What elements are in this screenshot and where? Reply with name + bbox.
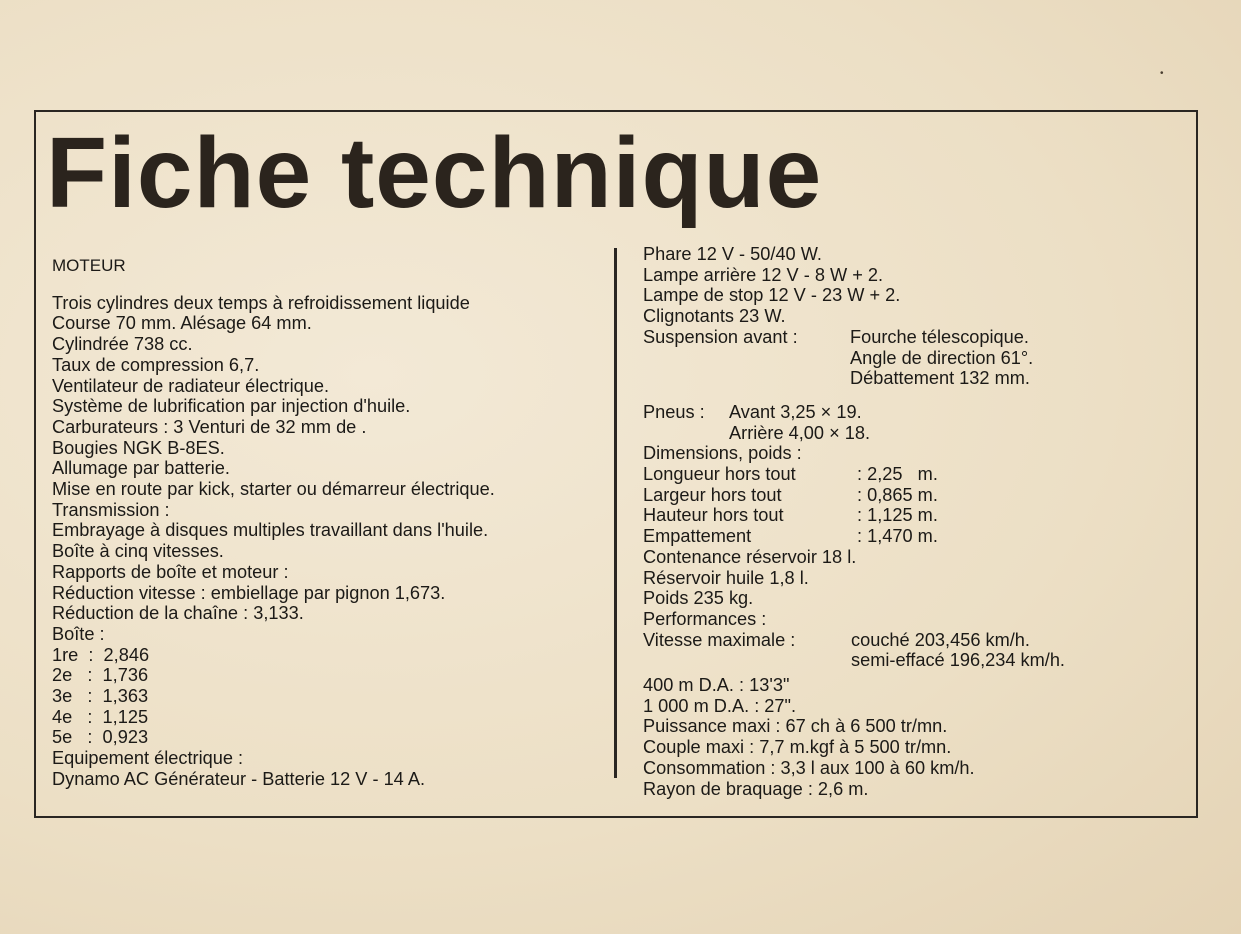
dimension-row-value: : 0,865 m. [857, 484, 938, 505]
performance-line: Rayon de braquage : 2,6 m. [643, 778, 869, 799]
engine-spec-line: Taux de compression 6,7. [52, 354, 260, 375]
dimension-row-label: Hauteur hors tout [643, 505, 784, 526]
capacity-line: Contenance réservoir 18 l. [643, 546, 857, 567]
engine-spec-line: Embrayage à disques multiples travaillant dans l'huile. [52, 520, 489, 541]
suspension-row-label: Suspension avant : [643, 326, 798, 347]
dimension-row-value: : 1,470 m. [857, 526, 938, 547]
engine-spec-line: Système de lubrification par injection d'huile. [52, 396, 411, 417]
tire-row [643, 423, 1183, 444]
engine-spec-line: 2e : 1,736 [52, 665, 149, 686]
suspension-row [643, 368, 1183, 389]
lighting-line: Clignotants 23 W. [643, 306, 786, 327]
performance-line: Couple maxi : 7,7 m.kgf à 5 500 tr/mn. [643, 737, 952, 758]
capacity-line: Performances : [643, 608, 767, 629]
dimension-row [643, 485, 1183, 506]
engine-spec-line: Trois cylindres deux temps à refroidissement liquide [52, 292, 470, 313]
speed-row-label: Vitesse maximale : [643, 629, 796, 650]
performance-list [643, 675, 1183, 799]
capacity-list [643, 547, 1183, 630]
column-divider [614, 248, 617, 778]
engine-spec-line: Rapports de boîte et moteur : [52, 561, 289, 582]
speed-row-value: semi-effacé 196,234 km/h. [851, 650, 1065, 671]
suspension-row-value: Débattement 132 mm. [850, 368, 1030, 389]
suspension-row [643, 327, 1183, 348]
engine-spec-line: Réduction vitesse : embiellage par pignon 1,673. [52, 582, 446, 603]
suspension-row-value: Fourche télescopique. [850, 326, 1029, 347]
engine-heading: MOTEUR [52, 256, 126, 275]
engine-spec-line: Boîte à cinq vitesses. [52, 541, 224, 562]
tire-row-label: Pneus : [643, 401, 705, 422]
dimensions-heading: Dimensions, poids : [643, 443, 802, 464]
chassis-column [643, 244, 1183, 799]
engine-spec-line: Ventilateur de radiateur électrique. [52, 375, 330, 396]
page-mark: • [1160, 68, 1164, 79]
speed-block [643, 630, 1183, 671]
suspension-block [643, 327, 1183, 389]
dimension-row-value: : 1,125 m. [857, 505, 938, 526]
engine-spec-line: Dynamo AC Générateur - Batterie 12 V - 14 A. [52, 768, 426, 789]
engine-column [52, 256, 602, 790]
dimension-row-label: Longueur hors tout [643, 464, 796, 485]
engine-spec-line: Boîte : [52, 623, 105, 644]
dimension-row [643, 464, 1183, 485]
engine-spec-line: 1re : 2,846 [52, 644, 150, 665]
tire-row-value: Avant 3,25 × 19. [729, 401, 862, 422]
dimensions-block [643, 464, 1183, 547]
tire-row-label [643, 423, 729, 444]
engine-spec-line: Réduction de la chaîne : 3,133. [52, 603, 304, 624]
speed-row [643, 650, 1183, 671]
suspension-row [643, 348, 1183, 369]
engine-spec-line: Carburateurs : 3 Venturi de 32 mm de . [52, 416, 367, 437]
dimension-row [643, 526, 1183, 547]
performance-line: Consommation : 3,3 l aux 100 à 60 km/h. [643, 757, 975, 778]
tire-row [643, 402, 1183, 423]
lighting-line: Lampe arrière 12 V - 8 W + 2. [643, 264, 884, 285]
page-title: Fiche technique [46, 117, 823, 229]
engine-spec-line: 5e : 0,923 [52, 727, 149, 748]
capacity-line: Réservoir huile 1,8 l. [643, 567, 809, 588]
speed-row-value: couché 203,456 km/h. [851, 629, 1030, 650]
engine-spec-line: Mise en route par kick, starter ou démarreur électrique. [52, 479, 495, 500]
engine-spec-line: 4e : 1,125 [52, 706, 149, 727]
engine-spec-line: Cylindrée 738 cc. [52, 334, 193, 355]
suspension-row-label [643, 368, 850, 389]
dimension-row [643, 505, 1183, 526]
suspension-row-value: Angle de direction 61°. [850, 347, 1034, 368]
performance-line: 1 000 m D.A. : 27". [643, 695, 797, 716]
engine-spec-list [52, 293, 602, 790]
performance-line: Puissance maxi : 67 ch à 6 500 tr/mn. [643, 716, 948, 737]
speed-row-label [643, 650, 851, 671]
dimension-row-label: Empattement [643, 526, 752, 547]
performance-line: 400 m D.A. : 13'3" [643, 675, 790, 696]
engine-spec-line: Equipement électrique : [52, 748, 244, 769]
engine-spec-line: Transmission : [52, 499, 170, 520]
dimension-row-label: Largeur hors tout [643, 484, 782, 505]
engine-spec-line: Course 70 mm. Alésage 64 mm. [52, 313, 312, 334]
suspension-row-label [643, 348, 850, 369]
speed-row [643, 630, 1183, 651]
engine-spec-line: 3e : 1,363 [52, 686, 149, 707]
lighting-list [643, 244, 1183, 327]
dimension-row-value: : 2,25 m. [857, 464, 938, 485]
engine-spec-line: Bougies NGK B-8ES. [52, 437, 225, 458]
lighting-line: Phare 12 V - 50/40 W. [643, 244, 822, 264]
tire-row-value: Arrière 4,00 × 18. [729, 422, 871, 443]
capacity-line: Poids 235 kg. [643, 588, 754, 609]
lighting-line: Lampe de stop 12 V - 23 W + 2. [643, 285, 901, 306]
engine-spec-line: Allumage par batterie. [52, 458, 230, 479]
tires-block [643, 402, 1183, 443]
